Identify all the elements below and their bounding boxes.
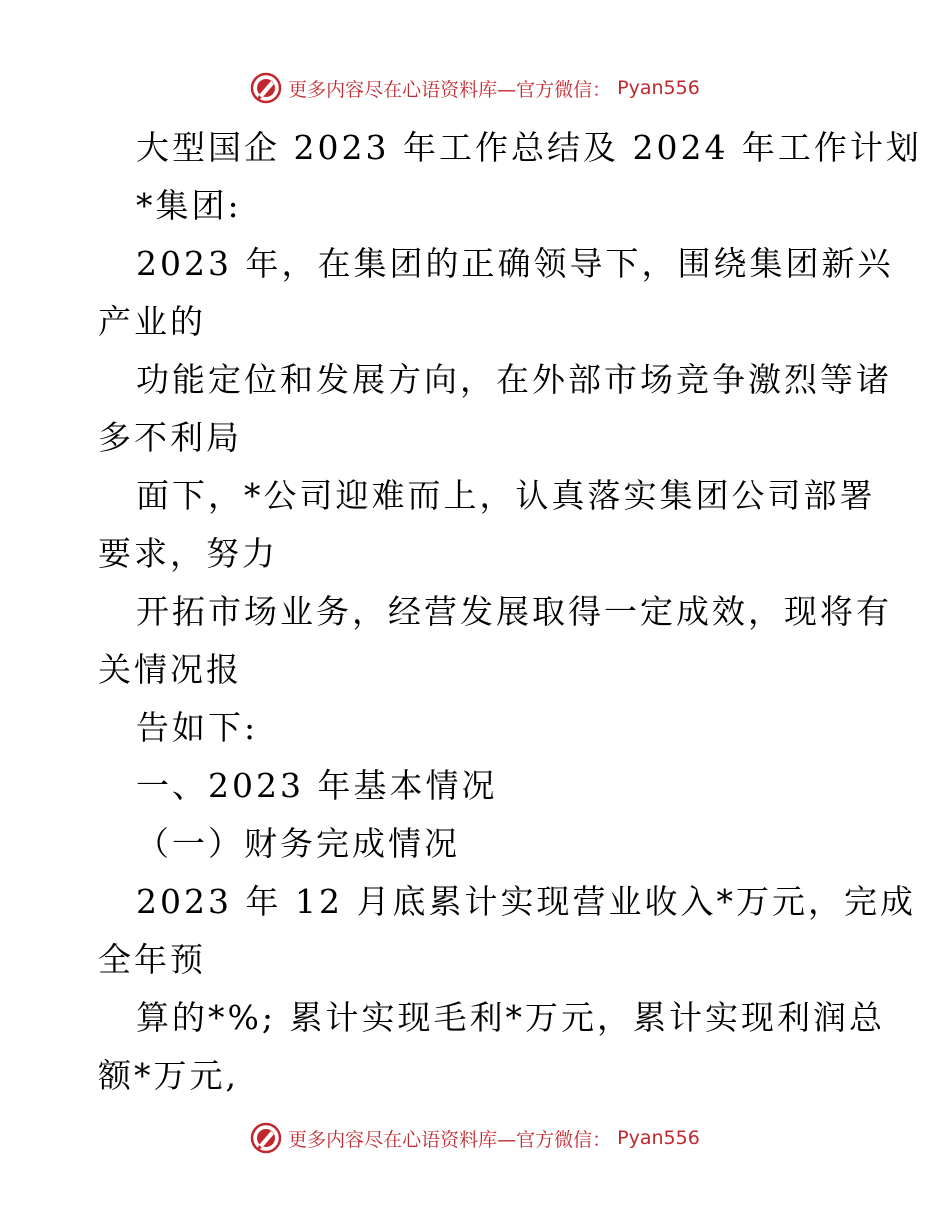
paragraph-line: 产业的 [98,302,206,341]
paragraph-line: 要求，努力 [98,534,278,573]
pen-logo-icon [250,72,282,104]
paragraph-line: 额*万元, [98,1056,239,1095]
document-title: 大型国企 2023 年工作总结及 2024 年工作计划 [136,128,922,167]
section-heading: 一、2023 年基本情况 [136,766,498,805]
paragraph-line: 多不利局 [98,418,242,457]
watermark-text: 更多内容尽在心语资料库—官方微信： [288,1128,612,1151]
footer-watermark [0,1122,950,1154]
paragraph-line: 告如下: [136,708,259,747]
pen-logo-icon [250,1122,282,1154]
paragraph-line: 2023 年，在集团的正确领导下，围绕集团新兴 [136,244,894,283]
paragraph-line: 关情况报 [98,650,242,689]
paragraph-line: 功能定位和发展方向，在外部市场竞争激烈等诸 [136,360,892,399]
watermark-account: Pyan556 [617,77,700,99]
watermark-account: Pyan556 [617,1127,700,1149]
paragraph-line: 2023 年 12 月底累计实现营业收入*万元，完成 [136,882,916,921]
subsection-heading: （一）财务完成情况 [136,824,460,863]
paragraph-line: 开拓市场业务，经营发展取得一定成效，现将有 [136,592,892,631]
paragraph-line: 算的*%; 累计实现毛利*万元，累计实现利润总 [136,998,885,1037]
watermark-text: 更多内容尽在心语资料库—官方微信： [288,78,612,101]
header-watermark [0,72,950,104]
paragraph-line: 面下，*公司迎难而上，认真落实集团公司部署 [136,476,876,515]
paragraph-line: 全年预 [98,940,206,979]
recipient-line: *集团: [136,186,242,225]
